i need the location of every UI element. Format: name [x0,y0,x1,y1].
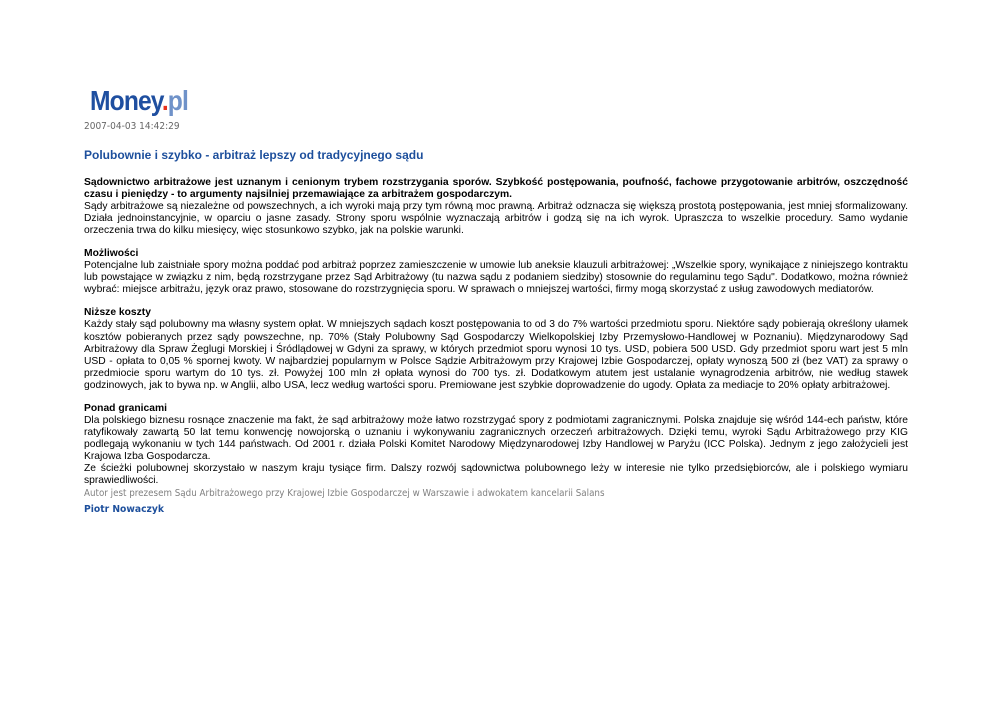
section-title-nizsze-koszty: Niższe koszty [84,307,151,319]
logo-dot: . [161,85,168,116]
article-intro: Sądy arbitrażowe są niezależne od powszechnych, a ich wyroki mają przy tym równą moc prawną. Arbitraż odznacza się większą prostotą postępowania, jest mniej sformalizowany. Działa jednoinstancyjnie, w oparciu o jasne zasady. Strony sporu wspólnie wyznaczają arbitrów i godzą się na ich wyrok. Upraszcza to wszelkie procedury. Samo wydanie orzeczenia trwa do kilku miesięcy, więc stosunkowo szybko, jak na polskie warunki. [84,201,908,237]
logo-brand: Money [90,85,162,116]
article-lead: Sądownictwo arbitrażowe jest uznanym i cenionym trybem rozstrzygania sporów. Szybkość postępowania, poufność, fachowe przygotowanie arbitrów, oszczędność czasu i pieniędzy - to argumenty najsilniej przemawiające za arbitrażem gospodarczym. [84,177,908,201]
author-note: Autor jest prezesem Sądu Arbitrażowego przy Krajowej Izbie Gospodarczej w Warszawie i adwokatem kancelarii Salans [84,488,605,500]
article-page [84,86,908,516]
section-paragraph: Ze ścieżki polubownej skorzystało w naszym kraju tysiące firm. Dalszy rozwój sądownictwa polubownego leży w interesie nie tylko przedsiębiorców, ale i polskiego wymiaru sprawiedliwości. [84,462,908,487]
section-title-ponad-granicami: Ponad granicami [84,402,167,414]
author-name: Piotr Nowaczyk [84,504,165,516]
section-paragraph: Każdy stały sąd polubowny ma własny system opłat. W mniejszych sądach koszt postępowania to od 3 do 7% wartości przedmiotu sporu. Niektóre sądy pobierają określony ułamek kosztów pobieranych przez sądy powszechne, np. 70% (Stały Polubowny Sąd Gospodarczy Wielkopolskiej Izby Przemysłowo-Handlowej w Poznaniu). Międzynarodowy Sąd Arbitrażowy dla Spraw Żeglugi Morskiej i Śródlądowej w Gdyni za sprawy, w których przedmiot sporu wynosi 10 tys. USD, pobiera 500 USD. Gdy przedmiot sporu wart jest 5 mln USD - opłata to 0,05 % spornej kwoty. W najbardziej popularnym w Polsce Sądzie Arbitrażowym przy Krajowej Izbie Gospodarczej, opłaty wynoszą 500 zł (bez VAT) za sprawy o przedmiocie sporu wartym do 10 tys. zł. Powyżej 100 mln zł opłata wynosi do 700 tys. zł. Dodatkowym atutem jest ustalanie wynagrodzenia arbitrów, nie według stawek godzinowych, jak to bywa np. w Anglii, albo USA, lecz według wartości sporu. Premiowane jest szybkie doprowadzenie do ugody. Opłata za mediacje to 20% opłaty arbitrażowej. [84,319,908,391]
section-title-mozliwosci: Możliwości [84,248,139,260]
article-headline: Polubownie i szybko - arbitraż lepszy od tradycyjnego sądu [84,148,424,162]
article-body [84,177,908,516]
section-paragraph: Dla polskiego biznesu rosnące znaczenie ma fakt, że sąd arbitrażowy może łatwo rozstrzygać spory z podmiotami zagranicznymi. Polska znajduje się wśród 144-ech państw, które ratyfikowały zawartą 50 lat temu konwencję nowojorską o uznaniu i wykonywaniu zagranicznych orzeczeń arbitrażowych. Dzięki temu, wyroki Sądu Arbitrażowego przy KIG podlegają wykonaniu w tych 144 państwach. Od 2001 r. działa Polski Komitet Narodowy Międzynarodowej Izby Handlowej w Paryżu (ICC Polska). Jednym z jego założycieli jest Krajowa Izba Gospodarcza. [84,414,908,462]
section-paragraph: Potencjalne lub zaistniałe spory można poddać pod arbitraż poprzez zamieszczenie w umowie lub aneksie klauzuli arbitrażowej: „Wszelkie spory, wynikające z niniejszego kontraktu lub powstające w związku z nim, będą rozstrzygane przez Sąd Arbitrażowy (tu nazwa sądu z podaniem siedziby) stosownie do regulaminu tego Sądu". Dodatkowo, można również wybrać: miejsce arbitrażu, język oraz prawo, stosowane do rozstrzygnięcia sporu. W sprawach o mniejszej wartości, firmy mogą skorzystać z usług zawodowych mediatorów. [84,260,908,296]
publish-timestamp: 2007-04-03 14:42:29 [84,121,180,132]
logo-tld: pl [167,85,188,116]
money-pl-logo [90,86,810,116]
